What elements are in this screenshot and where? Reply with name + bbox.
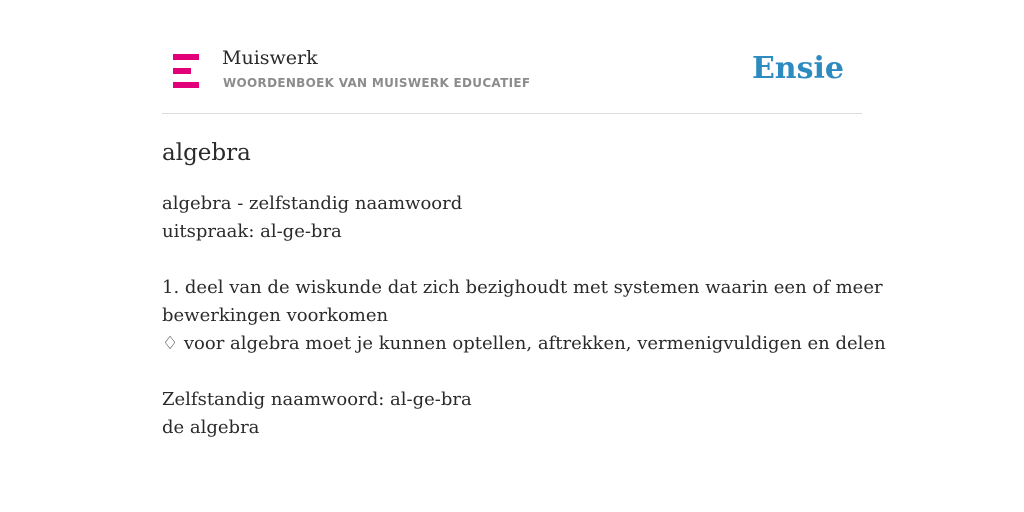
definition-line-2: bewerkingen voorkomen: [162, 305, 389, 326]
logo-bar-middle: [173, 68, 191, 74]
entry-title: algebra: [162, 140, 251, 166]
ensie-logo-link[interactable]: Ensie: [751, 51, 844, 86]
entry-body: [162, 190, 886, 442]
definition-line-1: 1. deel van de wiskunde dat zich bezighoudt met systemen waarin een of meer: [162, 277, 883, 298]
noun-line: Zelfstandig naamwoord: al-ge-bra: [162, 389, 472, 410]
spacer: [162, 246, 862, 274]
example-line: ♢ voor algebra moet je kunnen optellen, aftrekken, vermenigvuldigen en delen: [162, 333, 886, 354]
part-of-speech-line: algebra - zelfstandig naamwoord: [162, 193, 463, 214]
brand-name[interactable]: Muiswerk: [222, 47, 318, 69]
page: [162, 0, 886, 438]
muiswerk-logo-icon[interactable]: [173, 54, 199, 88]
site-header: [162, 0, 862, 114]
pronunciation-line: uitspraak: al-ge-bra: [162, 221, 342, 242]
brand-tagline: WOORDENBOEK VAN MUISWERK EDUCATIEF: [223, 76, 531, 90]
logo-bar-bottom: [173, 82, 199, 88]
spacer: [162, 358, 862, 386]
logo-bar-top: [173, 54, 199, 60]
article-line: de algebra: [162, 417, 260, 438]
